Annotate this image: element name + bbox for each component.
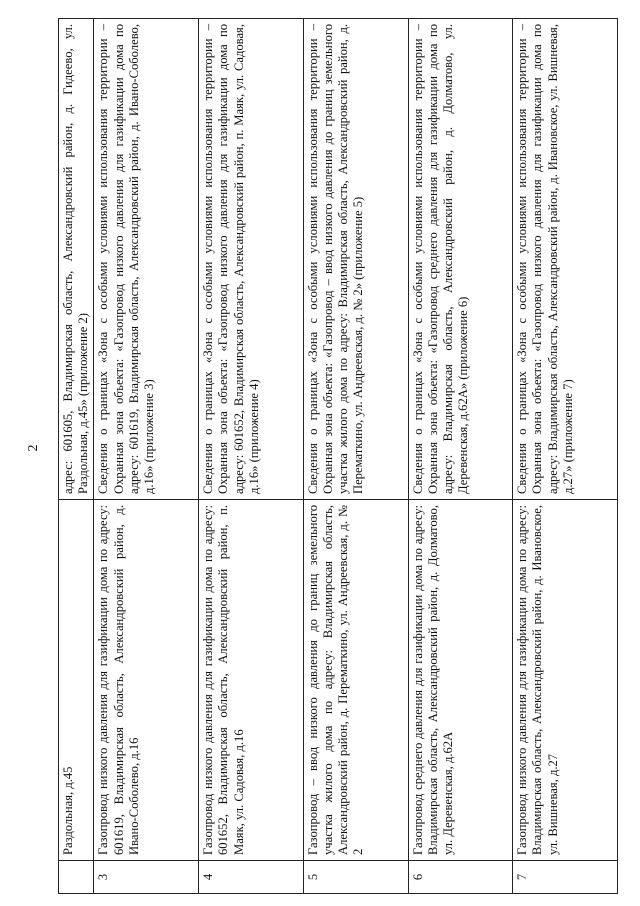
rotated-table-wrapper: [58, 18, 618, 894]
info-cell: Сведения о границах «Зона с особыми условиями использования территории – Охранная зона объекта: «Газопровод низкого давления для газификации дома по адресу: Владимирская область, Александровский район, д. Ивановское, ул. Вишневая, д.27» (приложение 7): [513, 19, 618, 500]
info-cell: Сведения о границах «Зона с особыми условиями использования территории – Охранная зона объекта: «Газопровод низкого давления для газификации дома по адресу: 601652, Владимирская область, Александровский район, п. Маяк, ул. Садовая, д.16» (приложение 4): [199, 19, 304, 500]
table-row: [408, 19, 513, 894]
page-number: 2: [26, 444, 41, 452]
object-cell: Газопровод среднего давления для газификации дома по адресу: Владимирская область, Александровский район, д. Долматово, ул. Деревенская, д.62А: [408, 500, 513, 861]
object-cell: Газопровод низкого давления для газификации дома по адресу: 601652, Владимирская область, Александровский район, п. Маяк, ул. Садовая, д.16: [199, 500, 304, 861]
row-number-cell: 6: [408, 861, 513, 894]
table-row: [513, 19, 618, 894]
table-row: [303, 19, 408, 894]
info-cell: адрес: 601605, Владимирская область, Александровский район, д. Гидеево, ул. Раздольная, д.45» (приложение 2): [59, 19, 94, 500]
object-cell: Раздольная, д.45: [59, 500, 94, 861]
object-cell: Газопровод – ввод низкого давления до границ земельного участка жилого дома по адресу: Владимирская область, Александровский район, д. Перематкино, ул. Андреевская, д. № 2: [303, 500, 408, 861]
rotated-table-container: [58, 18, 618, 894]
info-cell: Сведения о границах «Зона с особыми условиями использования территории – Охранная зона объекта: «Газопровод низкого давления для газификации дома по адресу: 601619, Владимирская область, Александровский район, д. Ивано-Соболево, д.16» (приложение 3): [94, 19, 199, 500]
row-number-cell: [59, 861, 94, 894]
table-row: [59, 19, 94, 894]
zones-table: [58, 18, 618, 894]
row-number-cell: 3: [94, 861, 199, 894]
table-row: [94, 19, 199, 894]
object-cell: Газопровод низкого давления для газификации дома по адресу: 601619, Владимирская область, Александровский район, д. Ивано-Соболево, д.16: [94, 500, 199, 861]
row-number-cell: 4: [199, 861, 304, 894]
info-cell: Сведения о границах «Зона с особыми условиями использования территории – Охранная зона объекта: «Газопровод среднего давления для газификации дома по адресу: Владимирская область, Александровский район, д. Долматово, ул. Деревенская, д.62А» (приложение 6): [408, 19, 513, 500]
info-cell: Сведения о границах «Зона с особыми условиями использования территории – Охранная зона объекта: «Газопровод – ввод низкого давления до границ земельного участка жилого дома по адресу: Владимирская область, Александровский район, д. Перематкино, ул. Андреевская, д. № 2» (приложение 5): [303, 19, 408, 500]
object-cell: Газопровод низкого давления для газификации дома по адресу: Владимирская область, Александровский район, д. Ивановское, ул. Вишневая, д.27: [513, 500, 618, 861]
row-number-cell: 5: [303, 861, 408, 894]
table-row: [199, 19, 304, 894]
row-number-cell: 7: [513, 861, 618, 894]
